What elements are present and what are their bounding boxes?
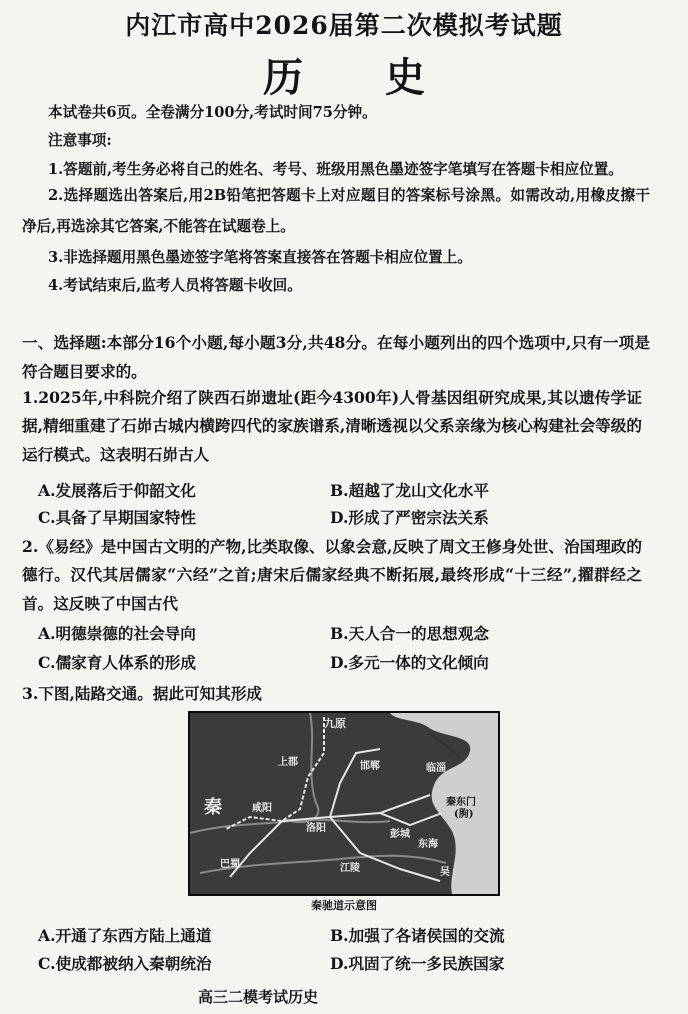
map-label: 吴 [440, 867, 450, 878]
map-label: 临淄 [426, 763, 446, 774]
notice-item: 1.答题前,考生务必将自己的姓名、考号、班级用黑色墨迹签字笔填写在答题卡相应位置。 [48, 161, 623, 178]
question-3-option-a[interactable]: A.开通了东西方陆上通道 [38, 926, 212, 945]
subject-title: 历 史 [263, 54, 459, 101]
question-2-option-b[interactable]: B.天人合一的思想观念 [330, 624, 489, 643]
question-1-option-d[interactable]: D.形成了严密宗法关系 [330, 508, 489, 527]
exam-title: 内江市高中2026届第二次模拟考试题 [125, 11, 563, 40]
page-footer: 高三二模考试历史 [198, 988, 319, 1006]
notice-item: 4.考试结束后,监考人员将答题卡收回。 [48, 277, 302, 294]
section-heading: 一、选择题:本部分16个小题,每小题3分,共48分。在每小题列出的四个选项中,只有一项是符合题目要求的。 [22, 333, 650, 381]
question-3-option-d[interactable]: D.巩固了统一多民族国家 [330, 954, 505, 973]
map-label: 彭城 [390, 829, 410, 840]
notice-item: 2.选择题选出答案后,用2B铅笔把答题卡上对应题目的答案标号涂黑。如需改动,用橡皮擦干净后,再选涂其它答案,不能答在试题卷上。 [22, 187, 650, 235]
question-1-text: 1.2025年,中科院介绍了陕西石峁遗址(距今4300年)人骨基因组研究成果,其以遗传学证据,精细重建了石峁古城内横跨四代的家族谱系,清晰透视以父系亲缘为核心构建社会等级的运行模式。这表明石峁古人 [22, 388, 642, 464]
map-label: 洛阳 [306, 823, 326, 834]
map-label: 秦东门 [446, 797, 476, 808]
map-label: 秦 [204, 797, 222, 818]
question-2-option-d[interactable]: D.多元一体的文化倾向 [330, 653, 489, 672]
map-label: 巴蜀 [220, 859, 240, 870]
question-1-option-b[interactable]: B.超越了龙山文化水平 [330, 481, 489, 500]
question-1-option-c[interactable]: C.具备了早期国家特性 [38, 508, 196, 527]
notice-heading: 注意事项: [48, 132, 112, 149]
footer-fade [320, 980, 450, 1008]
question-2-stem [22, 533, 642, 618]
notice-item: 3.非选择题用黑色墨迹签字笔将答案直接答在答题卡相应位置上。 [48, 249, 472, 266]
question-2-option-a[interactable]: A.明德崇德的社会导向 [38, 624, 196, 643]
qin-road-map [188, 711, 500, 896]
map-caption: 秦驰道示意图 [311, 899, 377, 912]
map-label: 东海 [418, 839, 438, 850]
map-graphic [190, 713, 498, 894]
map-label: 上郡 [278, 757, 298, 768]
map-label: 邯郸 [360, 761, 380, 772]
question-2-option-c[interactable]: C.儒家育人体系的形成 [38, 653, 196, 672]
map-label: 咸阳 [252, 803, 272, 814]
question-3-option-b[interactable]: B.加强了各诸侯国的交流 [330, 926, 505, 945]
question-1-option-a[interactable]: A.发展落后于仰韶文化 [38, 481, 196, 500]
map-label: 九原 [324, 717, 346, 730]
question-2-text: 2.《易经》是中国古文明的产物,比类取像、以象会意,反映了周文王修身处世、治国理政的德行。汉代其居儒家“六经”之首;唐宋后儒家经典不断拓展,最终形成“十三经”,擢群经之首。这反映了中国古代 [22, 537, 642, 613]
exam-intro: 本试卷共6页。全卷满分100分,考试时间75分钟。 [48, 104, 377, 121]
question-3-option-c[interactable]: C.使成都被纳入秦朝统治 [38, 954, 212, 973]
map-label: (朐) [454, 809, 474, 820]
map-label: 江陵 [340, 863, 360, 874]
question-1-stem [22, 384, 642, 469]
question-3-stem: 3.下图,陆路交通。据此可知其形成 [22, 684, 263, 703]
